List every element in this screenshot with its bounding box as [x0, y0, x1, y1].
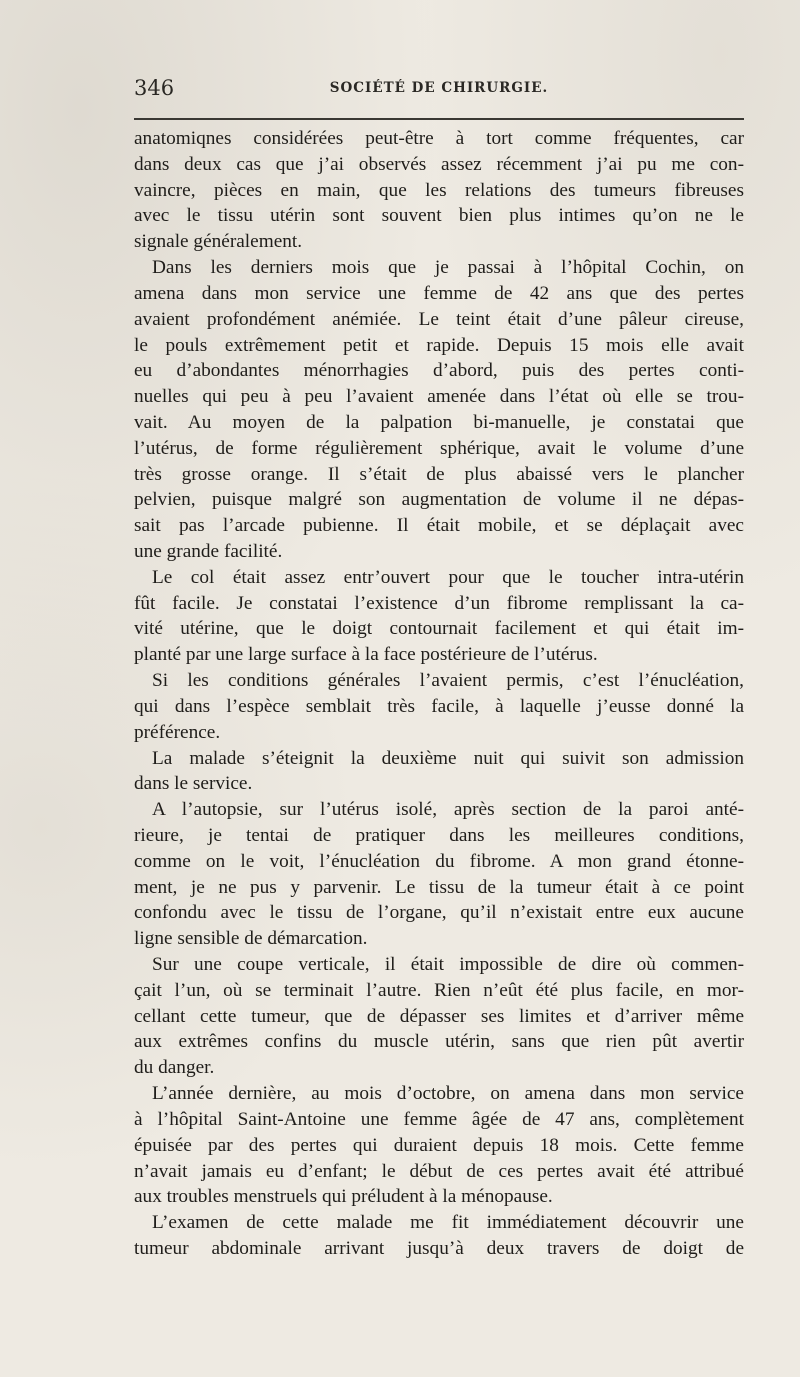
text-line: sait pas l’arcade pubienne. Il était mobile, et se déplaçait avec	[134, 515, 744, 537]
text-line: confondu avec le tissu de l’organe, qu’il n’existait entre eux aucune	[134, 902, 744, 924]
text-line: rieure, je tentai de pratiquer dans les meilleures conditions,	[134, 824, 744, 846]
text-line: pelvien, puisque malgré son augmentation de volume il ne dépas-	[134, 489, 744, 511]
text-line: Dans les derniers mois que je passai à l’hôpital Cochin, on	[152, 257, 744, 279]
text-line: planté par une large surface à la face postérieure de l’utérus.	[134, 644, 598, 666]
text-line: très grosse orange. Il s’était de plus abaissé vers le plancher	[134, 463, 744, 485]
text-line: du danger.	[134, 1057, 215, 1079]
page-header	[0, 68, 800, 108]
text-line: Si les conditions générales l’avaient permis, c’est l’énucléation,	[152, 670, 744, 692]
text-line: à l’hôpital Saint-Antoine une femme âgée de 47 ans, complètement	[134, 1108, 744, 1130]
text-line: l’utérus, de forme régulièrement sphérique, avait le volume d’une	[134, 437, 744, 459]
text-line: A l’autopsie, sur l’utérus isolé, après section de la paroi anté-	[152, 799, 744, 821]
text-line: ligne sensible de démarcation.	[134, 928, 368, 950]
text-line: vaincre, pièces en main, que les relations des tumeurs fibreuses	[134, 179, 744, 201]
text-line: La malade s’éteignit la deuxième nuit qui suivit son admission	[152, 747, 744, 769]
text-line: dans deux cas que j’ai observés assez récemment j’ai pu me con-	[134, 153, 744, 175]
text-line: signale généralement.	[134, 231, 303, 253]
header-rule	[134, 118, 744, 120]
text-line: tumeur abdominale arrivant jusqu’à deux travers de doigt de	[134, 1237, 744, 1259]
text-line: vait. Au moyen de la palpation bi-manuelle, je constatai que	[134, 411, 744, 433]
text-line: le pouls extrêmement petit et rapide. Depuis 15 mois elle avait	[134, 334, 744, 356]
text-line: anatomiqnes considérées peut-être à tort comme fréquentes, car	[134, 128, 744, 149]
text-line: L’année dernière, au mois d’octobre, on amena dans mon service	[152, 1083, 744, 1105]
text-line: aux troubles menstruels qui préludent à la ménopause.	[134, 1186, 553, 1208]
text-line: Le col était assez entr’ouvert pour que le toucher intra-utérin	[152, 566, 744, 588]
text-line: dans le service.	[134, 773, 253, 795]
text-line: nuelles qui peu à peu l’avaient amenée dans l’état où elle se trou-	[134, 386, 744, 408]
page-number: 346	[134, 76, 175, 100]
text-line: épuisée par des pertes qui duraient depuis 18 mois. Cette femme	[134, 1134, 744, 1156]
text-line: ment, je ne pus y parvenir. Le tissu de la tumeur était à ce point	[134, 876, 744, 898]
text-line: avaient profondément anémiée. Le teint était d’une pâleur cireuse,	[134, 308, 744, 330]
text-line: une grande facilité.	[134, 541, 283, 562]
text-line: fût facile. Je constatai l’existence d’un fibrome remplissant la ca-	[134, 592, 744, 614]
text-line: comme on le voit, l’énucléation du fibrome. A mon grand étonne-	[134, 850, 744, 872]
text-line: L’examen de cette malade me fit immédiatement découvrir une	[152, 1212, 744, 1234]
text-line: Sur une coupe verticale, il était impossible de dire où commen-	[152, 954, 744, 975]
text-line: amena dans mon service une femme de 42 ans que des pertes	[134, 282, 744, 304]
running-head: SOCIÉTÉ DE CHIRURGIE.	[329, 80, 549, 96]
text-line: qui dans l’espèce semblait très facile, à laquelle j’eusse donné la	[134, 695, 744, 717]
text-line: cellant cette tumeur, que de dépasser ses limites et d’arriver même	[134, 1005, 744, 1027]
text-line: çait l’un, où se terminait l’autre. Rien n’eût été plus facile, en mor-	[134, 979, 744, 1001]
text-line: eu d’abondantes ménorrhagies d’abord, puis des pertes conti-	[134, 360, 744, 382]
body-text	[134, 126, 744, 1262]
text-line: aux extrêmes confins du muscle utérin, sans que rien pût avertir	[134, 1031, 744, 1053]
text-line: n’avait jamais eu d’enfant; le début de ces pertes avait été attribué	[134, 1160, 744, 1182]
text-line: vité utérine, que le doigt contournait facilement et qui était im-	[134, 618, 744, 640]
text-line: préférence.	[134, 721, 221, 743]
text-line: avec le tissu utérin sont souvent bien plus intimes qu’on ne le	[134, 205, 744, 227]
